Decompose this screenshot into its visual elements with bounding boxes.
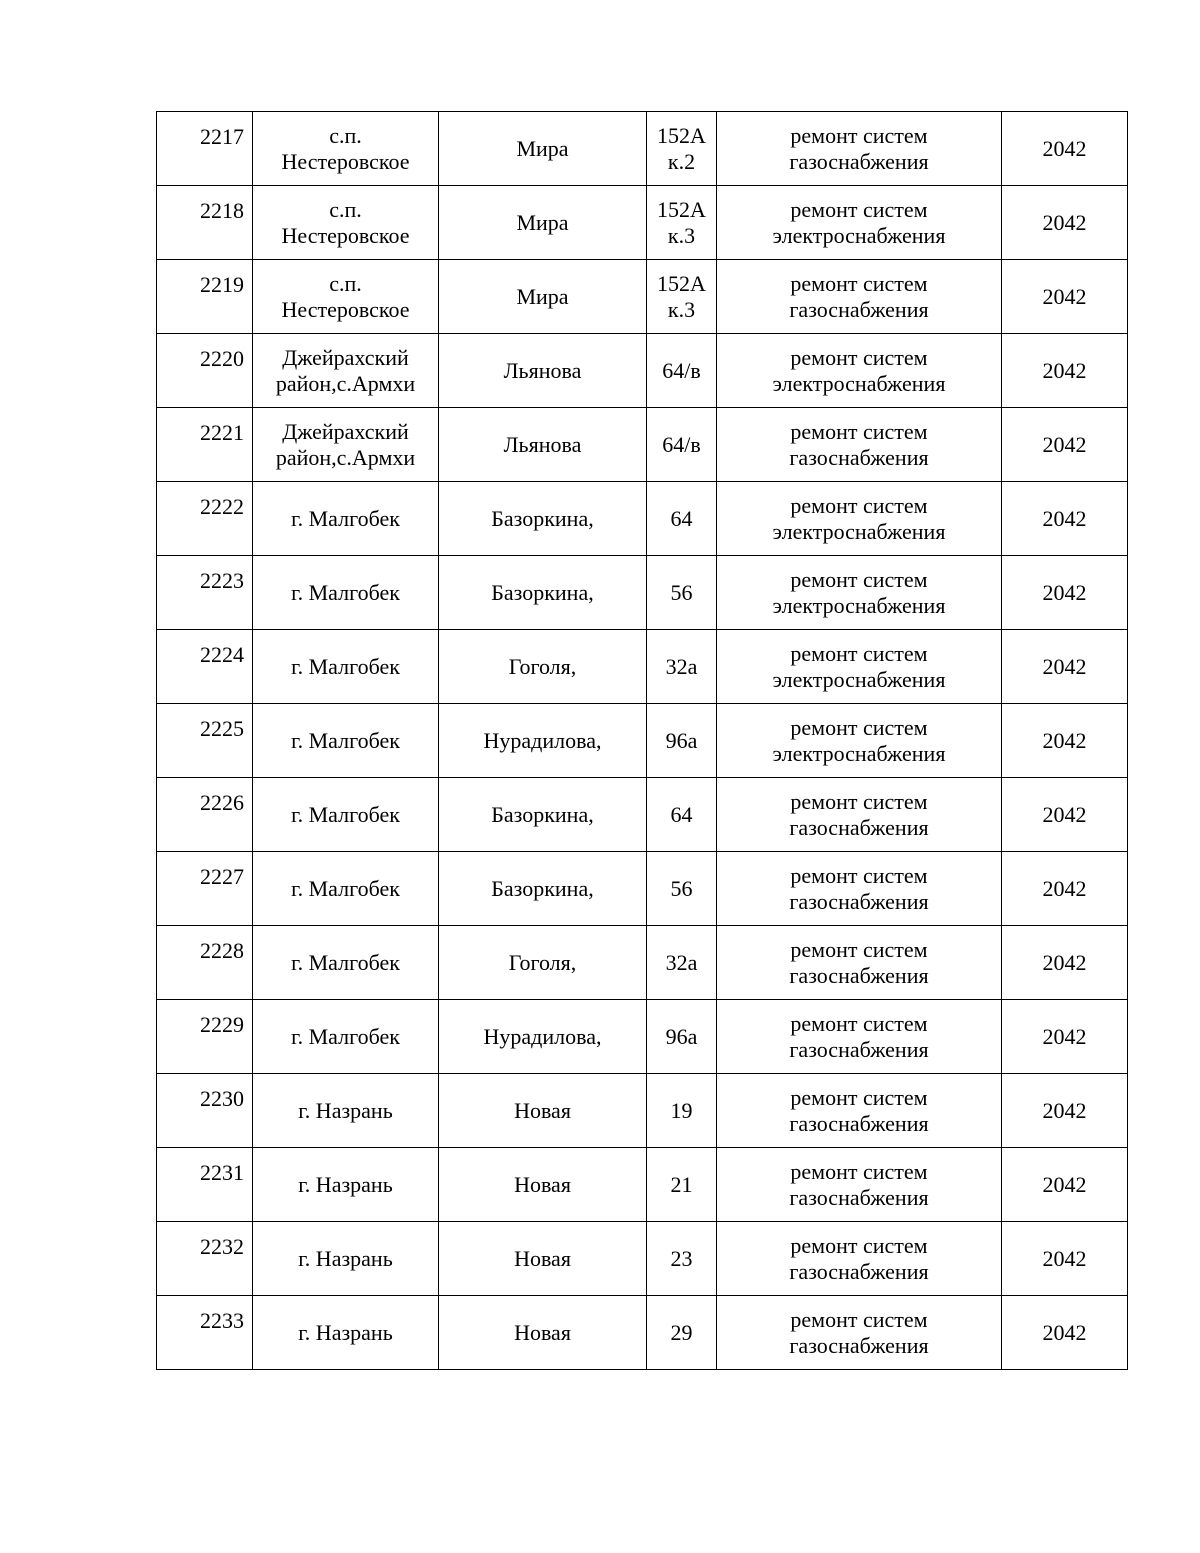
house-number-cell xyxy=(647,334,717,408)
year-cell: 2042 xyxy=(1002,334,1128,408)
street-cell: Мира xyxy=(439,112,647,186)
work-type-cell xyxy=(717,260,1002,334)
work-type-cell-line: газоснабжения xyxy=(789,444,929,470)
locality-cell xyxy=(253,186,439,260)
work-type-cell-line: электроснабжения xyxy=(772,592,946,618)
work-type-cell-line: ремонт систем xyxy=(790,1010,928,1036)
locality-cell-line: Нестеровское xyxy=(281,222,410,248)
year-cell: 2042 xyxy=(1002,1296,1128,1370)
work-type-cell-line: ремонт систем xyxy=(790,122,928,148)
house-number-cell-line: 19 xyxy=(670,1097,693,1123)
house-number-cell-line: 64 xyxy=(670,505,693,531)
table-row xyxy=(157,1000,1128,1074)
table-row xyxy=(157,556,1128,630)
house-number-cell-line: 64/в xyxy=(662,357,701,383)
year-cell: 2042 xyxy=(1002,408,1128,482)
year-cell: 2042 xyxy=(1002,1148,1128,1222)
row-number-cell: 2219 xyxy=(157,260,253,334)
row-number-cell: 2232 xyxy=(157,1222,253,1296)
street-cell: Нурадилова, xyxy=(439,1000,647,1074)
house-number-cell xyxy=(647,556,717,630)
work-type-cell-line: ремонт систем xyxy=(790,418,928,444)
repair-schedule-table xyxy=(156,111,1128,1370)
work-type-cell-line: электроснабжения xyxy=(772,518,946,544)
work-type-cell xyxy=(717,630,1002,704)
street-cell: Новая xyxy=(439,1222,647,1296)
row-number-cell: 2226 xyxy=(157,778,253,852)
house-number-cell xyxy=(647,408,717,482)
house-number-cell-line: 32а xyxy=(665,949,698,975)
locality-cell-line: с.п. xyxy=(329,270,362,296)
street-cell: Базоркина, xyxy=(439,556,647,630)
house-number-cell xyxy=(647,260,717,334)
row-number-cell: 2230 xyxy=(157,1074,253,1148)
work-type-cell-line: электроснабжения xyxy=(772,666,946,692)
work-type-cell-line: газоснабжения xyxy=(789,1258,929,1284)
work-type-cell-line: газоснабжения xyxy=(789,1332,929,1358)
row-number-cell: 2221 xyxy=(157,408,253,482)
house-number-cell xyxy=(647,778,717,852)
work-type-cell-line: ремонт систем xyxy=(790,640,928,666)
house-number-cell-line: 21 xyxy=(670,1171,693,1197)
street-cell: Базоркина, xyxy=(439,482,647,556)
row-number-cell: 2229 xyxy=(157,1000,253,1074)
work-type-cell-line: электроснабжения xyxy=(772,222,946,248)
row-number-cell: 2228 xyxy=(157,926,253,1000)
work-type-cell xyxy=(717,482,1002,556)
row-number-cell: 2223 xyxy=(157,556,253,630)
work-type-cell-line: ремонт систем xyxy=(790,1158,928,1184)
house-number-cell-line: 56 xyxy=(670,579,693,605)
work-type-cell-line: ремонт систем xyxy=(790,270,928,296)
work-type-cell-line: газоснабжения xyxy=(789,148,929,174)
table-row xyxy=(157,260,1128,334)
row-number-cell: 2218 xyxy=(157,186,253,260)
locality-cell xyxy=(253,260,439,334)
work-type-cell-line: ремонт систем xyxy=(790,714,928,740)
work-type-cell-line: ремонт систем xyxy=(790,492,928,518)
table-row xyxy=(157,926,1128,1000)
work-type-cell-line: газоснабжения xyxy=(789,296,929,322)
street-cell: Новая xyxy=(439,1296,647,1370)
table-row xyxy=(157,1296,1128,1370)
house-number-cell xyxy=(647,1222,717,1296)
work-type-cell-line: ремонт систем xyxy=(790,1306,928,1332)
locality-cell xyxy=(253,334,439,408)
work-type-cell xyxy=(717,1222,1002,1296)
street-cell: Базоркина, xyxy=(439,852,647,926)
house-number-cell xyxy=(647,1000,717,1074)
house-number-cell xyxy=(647,852,717,926)
locality-cell xyxy=(253,408,439,482)
year-cell: 2042 xyxy=(1002,186,1128,260)
locality-cell xyxy=(253,1074,439,1148)
house-number-cell xyxy=(647,630,717,704)
house-number-cell xyxy=(647,704,717,778)
work-type-cell xyxy=(717,852,1002,926)
table-row xyxy=(157,112,1128,186)
house-number-cell-line: 64/в xyxy=(662,431,701,457)
year-cell: 2042 xyxy=(1002,630,1128,704)
locality-cell-line: г. Назрань xyxy=(298,1319,393,1345)
locality-cell-line: г. Малгобек xyxy=(291,875,400,901)
house-number-cell-line: 56 xyxy=(670,875,693,901)
locality-cell-line: Нестеровское xyxy=(281,296,410,322)
work-type-cell xyxy=(717,926,1002,1000)
year-cell: 2042 xyxy=(1002,260,1128,334)
work-type-cell-line: ремонт систем xyxy=(790,936,928,962)
work-type-cell-line: газоснабжения xyxy=(789,1110,929,1136)
locality-cell xyxy=(253,926,439,1000)
table-row xyxy=(157,482,1128,556)
table-row xyxy=(157,186,1128,260)
year-cell: 2042 xyxy=(1002,704,1128,778)
work-type-cell-line: ремонт систем xyxy=(790,788,928,814)
street-cell: Гоголя, xyxy=(439,926,647,1000)
work-type-cell-line: ремонт систем xyxy=(790,196,928,222)
table-body xyxy=(157,112,1128,1370)
locality-cell-line: г. Малгобек xyxy=(291,579,400,605)
table-row xyxy=(157,1222,1128,1296)
locality-cell-line: Джейрахский xyxy=(282,418,409,444)
street-cell: Мира xyxy=(439,260,647,334)
house-number-cell-line: к.3 xyxy=(667,296,696,322)
row-number-cell: 2222 xyxy=(157,482,253,556)
work-type-cell xyxy=(717,1074,1002,1148)
locality-cell-line: г. Назрань xyxy=(298,1097,393,1123)
year-cell: 2042 xyxy=(1002,482,1128,556)
locality-cell xyxy=(253,778,439,852)
locality-cell-line: г. Назрань xyxy=(298,1245,393,1271)
locality-cell-line: район,с.Армхи xyxy=(275,370,416,396)
locality-cell-line: г. Малгобек xyxy=(291,949,400,975)
house-number-cell xyxy=(647,1296,717,1370)
work-type-cell-line: газоснабжения xyxy=(789,888,929,914)
work-type-cell xyxy=(717,556,1002,630)
work-type-cell-line: газоснабжения xyxy=(789,814,929,840)
house-number-cell-line: к.3 xyxy=(667,222,696,248)
locality-cell-line: г. Малгобек xyxy=(291,505,400,531)
work-type-cell-line: ремонт систем xyxy=(790,344,928,370)
house-number-cell-line: 32а xyxy=(665,653,698,679)
work-type-cell xyxy=(717,704,1002,778)
row-number-cell: 2231 xyxy=(157,1148,253,1222)
table-row xyxy=(157,852,1128,926)
table-row xyxy=(157,778,1128,852)
locality-cell-line: г. Малгобек xyxy=(291,653,400,679)
locality-cell-line: Джейрахский xyxy=(282,344,409,370)
house-number-cell-line: 64 xyxy=(670,801,693,827)
locality-cell-line: г. Малгобек xyxy=(291,727,400,753)
house-number-cell xyxy=(647,926,717,1000)
work-type-cell xyxy=(717,186,1002,260)
locality-cell-line: г. Назрань xyxy=(298,1171,393,1197)
row-number-cell: 2220 xyxy=(157,334,253,408)
house-number-cell xyxy=(647,1148,717,1222)
work-type-cell-line: газоснабжения xyxy=(789,1184,929,1210)
work-type-cell xyxy=(717,1296,1002,1370)
work-type-cell-line: газоснабжения xyxy=(789,962,929,988)
locality-cell xyxy=(253,1148,439,1222)
house-number-cell-line: 96а xyxy=(665,727,698,753)
house-number-cell xyxy=(647,482,717,556)
house-number-cell xyxy=(647,1074,717,1148)
row-number-cell: 2225 xyxy=(157,704,253,778)
year-cell: 2042 xyxy=(1002,926,1128,1000)
locality-cell xyxy=(253,1222,439,1296)
row-number-cell: 2233 xyxy=(157,1296,253,1370)
work-type-cell xyxy=(717,408,1002,482)
work-type-cell xyxy=(717,778,1002,852)
year-cell: 2042 xyxy=(1002,556,1128,630)
locality-cell-line: г. Малгобек xyxy=(291,1023,400,1049)
street-cell: Мира xyxy=(439,186,647,260)
locality-cell xyxy=(253,852,439,926)
locality-cell-line: с.п. xyxy=(329,122,362,148)
house-number-cell xyxy=(647,112,717,186)
house-number-cell-line: 152А xyxy=(657,196,706,222)
locality-cell xyxy=(253,1296,439,1370)
table-row xyxy=(157,408,1128,482)
locality-cell xyxy=(253,630,439,704)
street-cell: Гоголя, xyxy=(439,630,647,704)
row-number-cell: 2227 xyxy=(157,852,253,926)
locality-cell xyxy=(253,556,439,630)
year-cell: 2042 xyxy=(1002,778,1128,852)
locality-cell-line: район,с.Армхи xyxy=(275,444,416,470)
house-number-cell-line: 23 xyxy=(670,1245,693,1271)
year-cell: 2042 xyxy=(1002,1000,1128,1074)
year-cell: 2042 xyxy=(1002,1074,1128,1148)
table-row xyxy=(157,1148,1128,1222)
locality-cell xyxy=(253,482,439,556)
work-type-cell xyxy=(717,1148,1002,1222)
street-cell: Льянова xyxy=(439,408,647,482)
street-cell: Новая xyxy=(439,1074,647,1148)
row-number-cell: 2217 xyxy=(157,112,253,186)
street-cell: Новая xyxy=(439,1148,647,1222)
locality-cell-line: г. Малгобек xyxy=(291,801,400,827)
work-type-cell-line: ремонт систем xyxy=(790,862,928,888)
locality-cell-line: с.п. xyxy=(329,196,362,222)
table-row xyxy=(157,334,1128,408)
work-type-cell-line: ремонт систем xyxy=(790,566,928,592)
year-cell: 2042 xyxy=(1002,852,1128,926)
house-number-cell-line: 29 xyxy=(670,1319,693,1345)
house-number-cell xyxy=(647,186,717,260)
work-type-cell xyxy=(717,112,1002,186)
house-number-cell-line: 96а xyxy=(665,1023,698,1049)
locality-cell xyxy=(253,1000,439,1074)
work-type-cell-line: ремонт систем xyxy=(790,1232,928,1258)
locality-cell xyxy=(253,704,439,778)
locality-cell-line: Нестеровское xyxy=(281,148,410,174)
street-cell: Льянова xyxy=(439,334,647,408)
table-row xyxy=(157,704,1128,778)
house-number-cell-line: 152А xyxy=(657,270,706,296)
work-type-cell-line: ремонт систем xyxy=(790,1084,928,1110)
locality-cell xyxy=(253,112,439,186)
work-type-cell-line: электроснабжения xyxy=(772,740,946,766)
table-row xyxy=(157,1074,1128,1148)
year-cell: 2042 xyxy=(1002,1222,1128,1296)
house-number-cell-line: 152А xyxy=(657,122,706,148)
work-type-cell-line: газоснабжения xyxy=(789,1036,929,1062)
work-type-cell xyxy=(717,334,1002,408)
street-cell: Нурадилова, xyxy=(439,704,647,778)
work-type-cell-line: электроснабжения xyxy=(772,370,946,396)
street-cell: Базоркина, xyxy=(439,778,647,852)
year-cell: 2042 xyxy=(1002,112,1128,186)
house-number-cell-line: к.2 xyxy=(667,148,696,174)
work-type-cell xyxy=(717,1000,1002,1074)
table-row xyxy=(157,630,1128,704)
row-number-cell: 2224 xyxy=(157,630,253,704)
